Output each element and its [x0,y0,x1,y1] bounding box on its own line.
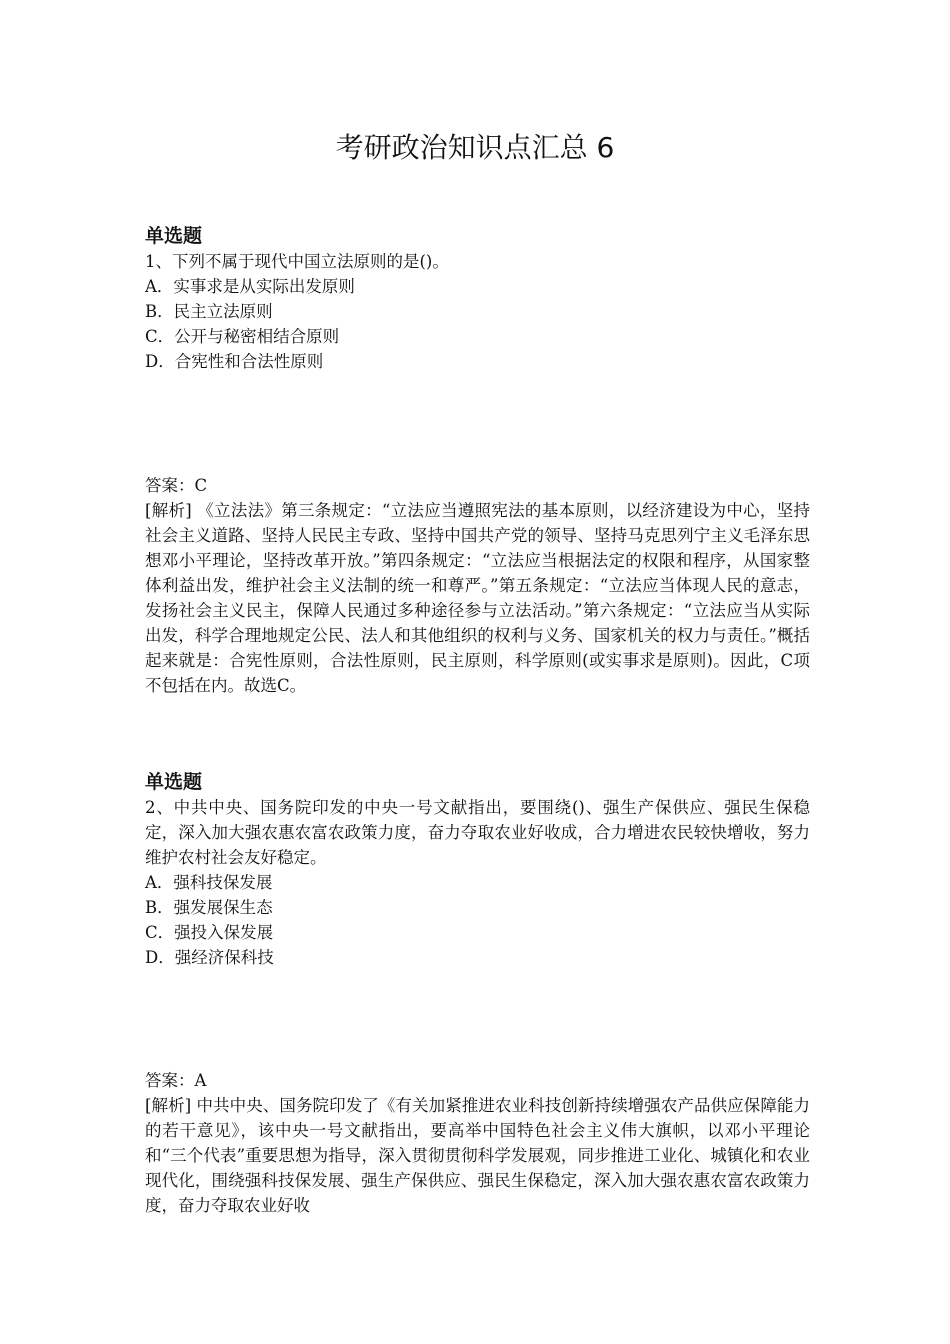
option-a: A．强科技保发展 [145,873,273,892]
question-stem: 2、中共中央、国务院印发的中央一号文献指出，要围绕()、强生产保供应、强民生保稳定，深入加大强农惠农富农政策力度，奋力夺取农业好收成，合力增进农民较快增收，努力维护农村社会友好稳定。 [145,798,810,867]
answer-block-1 [145,473,810,698]
question-type-heading: 单选题 [145,225,203,247]
analysis-paragraph: [解析] 中共中央、国务院印发了《有关加紧推进农业科技创新持续增强农产品供应保障能力的若干意见》，该中央一号文献指出，要高举中国特色社会主义伟大旗帜，以邓小平理论和“三个代表”重要思想为指导，深入贯彻贯彻科学发展观，同步推进工业化、城镇化和农业现代化，围绕强科技保发展、强生产保供应、强民生保稳定，深入加大强农惠农富农政策力度，奋力夺取农业好收 [145,1096,810,1215]
analysis-paragraph: [解析] 《立法法》第三条规定：“立法应当遵照宪法的基本原则，以经济建设为中心，坚持社会主义道路、坚持人民民主专政、坚持中国共产党的领导、坚持马克思列宁主义毛泽东思想邓小平理论，坚持改革开放。”第四条规定：“立法应当根据法定的权限和程序，从国家整体利益出发，维护社会主义法制的统一和尊严。”第五条规定：“立法应当体现人民的意志，发扬社会主义民主，保障人民通过多种途径参与立法活动。”第六条规定：“立法应当从实际出发，科学合理地规定公民、法人和其他组织的权利与义务、国家机关的权力与责任。”概括起来就是：合宪性原则，合法性原则，民主原则，科学原则(或实事求是原则)。因此，C项不包括在内。故选C。 [145,501,810,695]
question-stem: 1、下列不属于现代中国立法原则的是()。 [145,252,449,271]
option-d: D．合宪性和合法性原则 [145,352,324,371]
question-1 [145,224,810,374]
document-title: 考研政治知识点汇总 6 [335,131,615,164]
question-2 [145,770,810,970]
answer-block-2 [145,1068,810,1218]
question-type-heading: 单选题 [145,771,203,793]
answer-line: 答案：C [145,476,208,495]
option-c: C．强投入保发展 [145,923,274,942]
option-c: C．公开与秘密相结合原则 [145,327,340,346]
option-b: B．民主立法原则 [145,302,273,321]
option-b: B．强发展保生态 [145,898,273,917]
option-d: D．强经济保科技 [145,948,274,967]
option-a: A．实事求是从实际出发原则 [145,277,355,296]
answer-line: 答案：A [145,1071,207,1090]
